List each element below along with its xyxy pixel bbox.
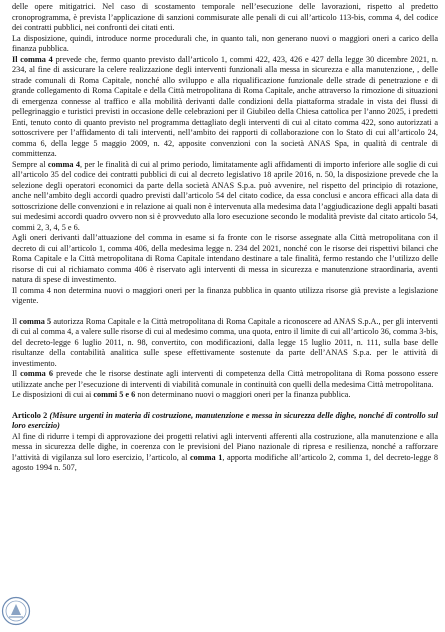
paragraph-text: Le disposizioni di cui ai xyxy=(12,390,92,399)
paragraph-text: La disposizione, quindi, introduce norme procedurali che, in quanto tali, non generano nuovi o maggiori oneri a carico della finanza pubblica. xyxy=(12,33,438,53)
bold-inline: commi 5 e 6 xyxy=(93,390,136,399)
paragraph-text: Il comma 4 non determina nuovi o maggiori oneri per la finanza pubblica in quanto utilizza risorse già previste a legislazione vigente. xyxy=(12,285,438,305)
paragraph-text: prevede che, fermo quanto previsto dall’articolo 1, commi 422, 423, 426 e 427 della legge 30 dicembre 2021, n. 234, al fine di assicurare la celere realizzazione degli interventi funzionali alla messa in sicurezza e alla manutenzione, , delle strade comunali di Roma Capitale, nonché allo sviluppo e alla riqualificazione funzionale delle strade di penetrazione e di grande collegamento di Roma Capitale e della Città metropolitana di Roma Capitale, anche attraverso la rimozione di situazioni di emergenza connesse al traffico e alla mobilità derivanti dalle condizioni della piattaforma stradale in vista dei flussi di pellegrinaggio e turistici previsti in occasione delle celebrazioni per il Giubileo della Chiesa cattolica per l’anno 2025, i predetti Enti, tenuto conto di quanto previsto nel programma dettagliato degli interventi di cui al citato comma 422, sono autorizzati a sottoscrivere per l’affidamento di tali interventi, nell’ambito dei rapporti di collaborazione con lo Stato di cui all’articolo 24, comma 6, della legge 5 maggio 2009, n. 42, apposite convenzioni con la società ANAS Spa, in qualità di centrale di committenza. xyxy=(12,54,438,158)
paragraph xyxy=(12,160,438,234)
paragraph xyxy=(12,317,438,370)
paragraph xyxy=(12,233,438,286)
bold-inline: comma 1 xyxy=(189,452,223,462)
paragraph-text: autorizza Roma Capitale e la Città metropolitana di Roma Capitale a riconoscere ad ANAS S.p.A., per gli interventi di cui al comma 4, a valere sulle risorse di cui al medesimo comma, una quota, entro il limite di cui all’articolo 36, comma 3-bis, del decreto-legge 6 luglio 2011, n. 98, convertito, con modificazioni, dalla legge 15 luglio 2011, n. 111, sulla base delle risultanze della contabilità analitica sulle spese effettivamente sostenute da parte dell’ANAS S.p.a. per le attività di investimento. xyxy=(12,316,438,368)
lead-comma5: Il comma 5 xyxy=(12,316,52,326)
paragraph xyxy=(12,34,438,55)
paragraph-text: , apporta modifiche all’articolo 2, comma 1, del decreto-legge 8 agosto 1994 n. 507, xyxy=(12,452,438,472)
paragraph xyxy=(12,55,438,160)
paragraph-text: Al fine di ridurre i tempi di approvazione dei progetti relativi agli interventi afferenti alla costruzione, alla manutenzione e alla messa in sicurezza delle dighe, in coerenza con le previsioni del Piano nazionale di ripresa e resilienza, nonché a rafforzare l’attività di vigilanza sul loro esercizio, l’articolo, al xyxy=(12,431,438,462)
paragraph-text: delle opere mitigatrici. Nel caso di scostamento temporale nell’esecuzione delle lavorazioni, rispetto al predetto cronoprogramma, è prevista l’applicazione di sanzioni commisurate alle penali di cui all’articolo 113-bis, comma 4, del codice dei contratti pubblici, nei confronti dei citati enti. xyxy=(12,2,438,32)
lead-comma6: Il comma 6 xyxy=(12,369,53,378)
paragraph xyxy=(12,286,438,307)
bold-lead: Il comma 4 xyxy=(12,54,53,64)
article-number: Articolo 2 xyxy=(12,410,48,420)
paragraph-text: prevede che le risorse destinate agli interventi di competenza della Città metropolitana di Roma possono essere utilizzate anche per l’esecuzione di interventi di viabilità comunale in continuità con quelli della medesima Città metropolitana. xyxy=(12,369,438,389)
paragraph-text: non determinano nuovi o maggiori oneri per la finanza pubblica. xyxy=(137,390,351,399)
paragraph-text: , per le finalità di cui al primo periodo, limitatamente agli affidamenti di importo inferiore alle soglie di cui all’articolo 35 del codice dei contratti pubblici di cui al decreto legislativo 18 aprile 2016, n. 50, la disposizione prevede che la selezione degli operatori economici da parte della società ANAS S.p.a. può avvenire, nel rispetto del principio di rotazione, anche nell’ambito degli accordi quadro previsti dall’articolo 54 del citato codice, da essa conclusi e ancora efficaci alla data di sottoscrizione delle convenzioni e in relazione ai quali non è intervenuta alla medesima data l’aggiudicazione degli appalti basati sui medesimi accordi quadro ovvero non si è provveduto alla loro esecuzione secondo le modalità previste dal citato articolo 54, commi 2, 3, 4, 5 e 6. xyxy=(12,159,438,232)
senate-seal-icon xyxy=(1,596,31,626)
paragraph xyxy=(12,432,438,474)
paragraph xyxy=(12,2,438,34)
lead-sempre: Sempre al comma 4 xyxy=(12,159,80,169)
paragraph xyxy=(12,369,438,390)
document-page xyxy=(12,2,438,474)
paragraph xyxy=(12,390,438,401)
article-title: (Misure urgenti in materia di costruzione, manutenzione e messa in sicurezza delle dighe, nonché di controllo sul loro esercizio) xyxy=(12,410,438,430)
article-heading xyxy=(12,411,438,432)
paragraph-text: Agli oneri derivanti dall’attuazione del comma in esame si fa fronte con le risorse assegnate alla Città metropolitana con il decreto di cui all’articolo 1, comma 406, della medesima legge n. 234 del 2021, nonché con le risorse dei rispettivi bilanci che Roma Capitale e la Città metropolitana di Roma Capitale intendano destinare a tale finalità, fermo restando che l’utilizzo delle risorse di cui al richiamato comma 406 è riservato agli interventi di messa in sicurezza e manutenzione straordinaria, aventi natura di spese di investimento. xyxy=(12,233,438,284)
